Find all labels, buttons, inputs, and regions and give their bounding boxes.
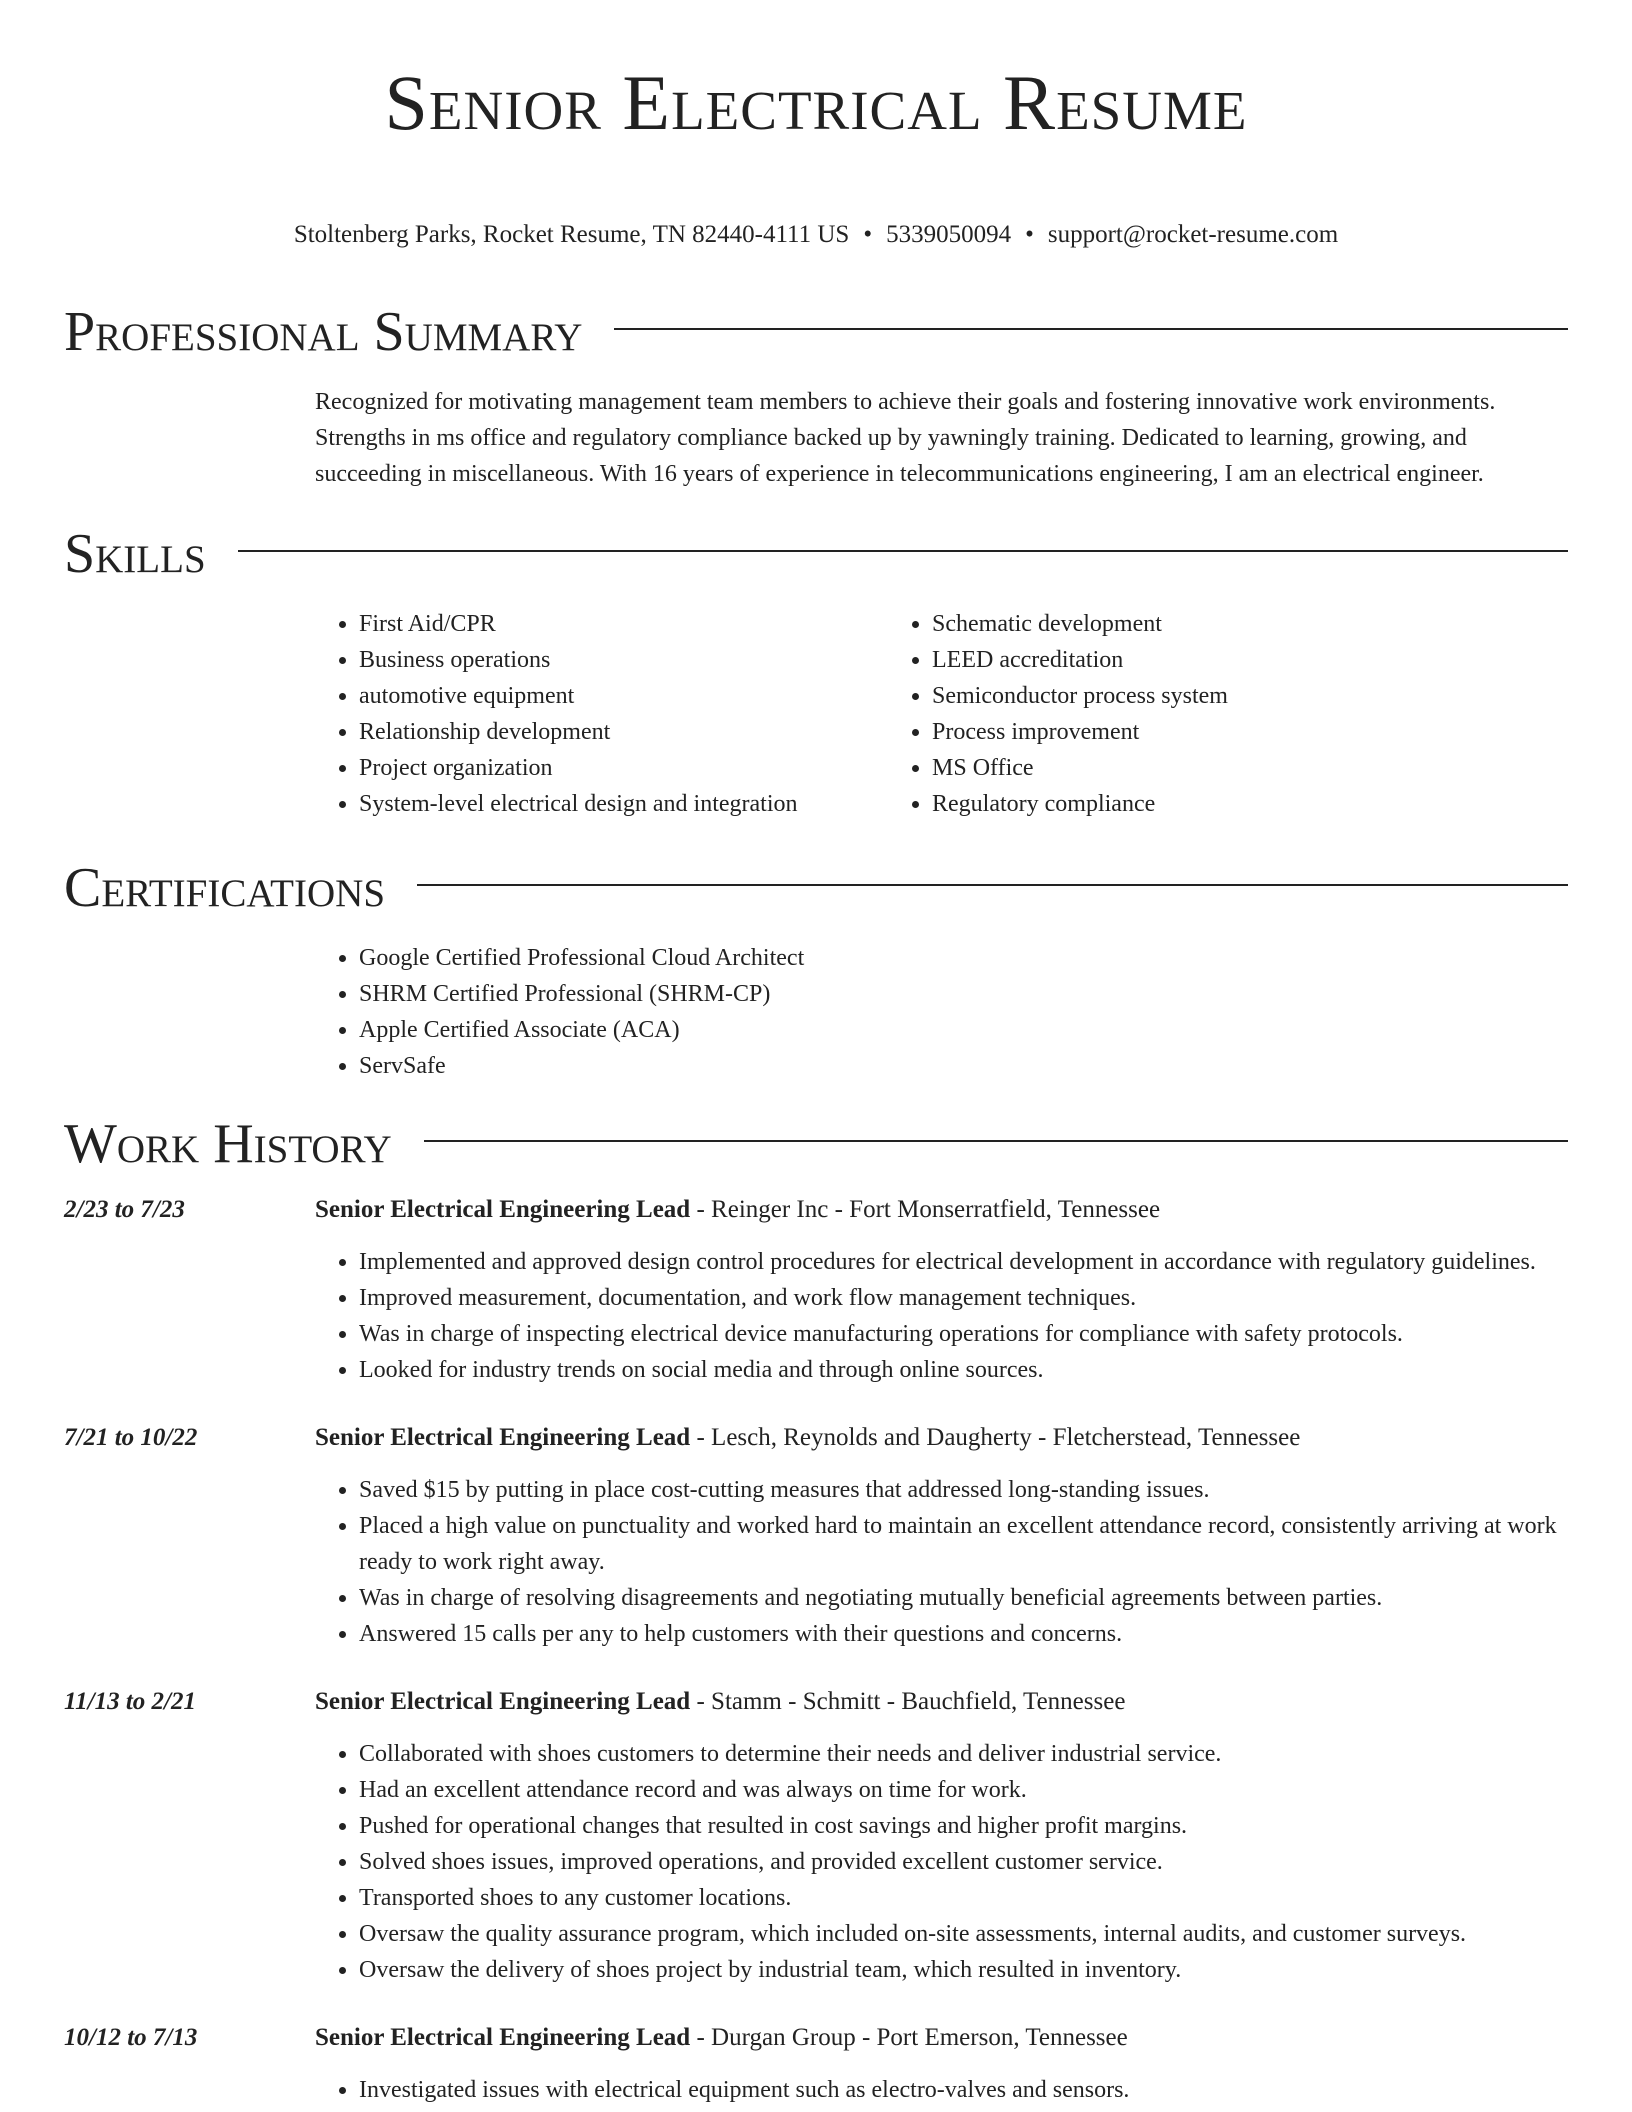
- job-title: Senior Electrical Engineering Lead: [315, 1688, 691, 1715]
- skill-item: • First Aid/CPR: [359, 606, 888, 642]
- job-bullet: • Oversaw the quality assurance program, which included on-site assessments, internal audits, and customer surveys.: [359, 1916, 1568, 1952]
- job-bullet: • Was in charge of resolving disagreements and negotiating mutually beneficial agreements between parties.: [359, 1580, 1568, 1616]
- summary-heading: Professional Summary: [64, 301, 583, 363]
- summary-section-heading: [64, 300, 1568, 364]
- skill-item: • automotive equipment: [359, 678, 888, 714]
- job-title-line: [315, 1684, 1568, 1720]
- skills-column-right: [888, 606, 1461, 822]
- skills-section-heading: [64, 522, 1568, 586]
- section-divider: [417, 884, 1568, 886]
- skill-item: • MS Office: [932, 750, 1461, 786]
- job-bullet: • Improved measurement, documentation, and work flow management techniques.: [359, 1280, 1568, 1316]
- job-dates: 2/23 to 7/23: [64, 1196, 185, 1223]
- work-section-heading: [64, 1112, 1568, 1176]
- skills-column-left: [315, 606, 888, 822]
- certifications-section-heading: [64, 856, 1568, 920]
- job-title-line: [315, 1420, 1568, 1456]
- job-employer: - Stamm - Schmitt - Bauchfield, Tennessee: [690, 1688, 1126, 1715]
- job-bullet: • Transported shoes to any customer locations.: [359, 1880, 1568, 1916]
- job-bullet: • Solved shoes issues, improved operations, and provided excellent customer service.: [359, 1844, 1568, 1880]
- contact-email[interactable]: support@rocket-resume.com: [1047, 221, 1339, 248]
- job-entry: [64, 1192, 1568, 1388]
- skill-item: • Semiconductor process system: [932, 678, 1461, 714]
- section-divider: [614, 328, 1568, 330]
- job-title: Senior Electrical Engineering Lead: [315, 1196, 691, 1223]
- job-title: Senior Electrical Engineering Lead: [315, 1424, 691, 1451]
- job-bullet: • Was in charge of inspecting electrical device manufacturing operations for compliance with safety protocols.: [359, 1316, 1568, 1352]
- job-bullet: • Implemented and approved design control procedures for electrical development in accordance with regulatory guidelines.: [359, 1244, 1568, 1280]
- work-heading: Work History: [64, 1113, 392, 1175]
- skill-item: • Process improvement: [932, 714, 1461, 750]
- job-bullet: • Investigated issues with electrical equipment such as electro-valves and sensors.: [359, 2072, 1568, 2108]
- certification-item: • ServSafe: [359, 1048, 1568, 1084]
- skills-list: [315, 606, 1568, 822]
- job-title: Senior Electrical Engineering Lead: [315, 2024, 691, 2051]
- summary-section: [315, 384, 1568, 492]
- skill-item: • Schematic development: [932, 606, 1461, 642]
- job-bullets: [315, 1736, 1568, 1988]
- job-bullet: • Had an excellent attendance record and was always on time for work.: [359, 1772, 1568, 1808]
- job-bullets: [315, 1472, 1568, 1652]
- job-title-line: [315, 1192, 1568, 1228]
- job-title-line: [315, 2020, 1568, 2056]
- job-employer: - Reinger Inc - Fort Monserratfield, Tennessee: [690, 1196, 1161, 1223]
- contact-phone: 5339050094: [886, 221, 1012, 248]
- job-employer: - Lesch, Reynolds and Daugherty - Fletcherstead, Tennessee: [690, 1424, 1301, 1451]
- certification-item: • Apple Certified Associate (ACA): [359, 1012, 1568, 1048]
- job-bullet: • Saved $15 by putting in place cost-cutting measures that addressed long-standing issues.: [359, 1472, 1568, 1508]
- skill-item: • Business operations: [359, 642, 888, 678]
- section-divider: [424, 1140, 1568, 1142]
- job-bullet: • Placed a high value on punctuality and worked hard to maintain an excellent attendance record, consistently arriving at work ready to work right away.: [359, 1508, 1568, 1580]
- job-bullets: [315, 1244, 1568, 1388]
- job-entry: [64, 2020, 1568, 2108]
- job-dates: 10/12 to 7/13: [64, 2024, 198, 2051]
- certification-item: • Google Certified Professional Cloud Architect: [359, 940, 1568, 976]
- job-bullet: • Answered 15 calls per any to help customers with their questions and concerns.: [359, 1616, 1568, 1652]
- certification-item: • SHRM Certified Professional (SHRM-CP): [359, 976, 1568, 1012]
- job-bullets: [315, 2072, 1568, 2108]
- summary-text: Recognized for motivating management team members to achieve their goals and fostering innovative work environments. Strengths in ms office and regulatory compliance backed up by yawningly training. Dedicated to learning, growing, and succeeding in miscellaneous. With 16 years of experience in telecommunications engineering, I am an electrical engineer.: [315, 389, 1496, 487]
- section-divider: [238, 550, 1568, 552]
- job-bullet: • Looked for industry trends on social media and through online sources.: [359, 1352, 1568, 1388]
- job-employer: - Durgan Group - Port Emerson, Tennessee: [690, 2024, 1128, 2051]
- job-bullet: • Pushed for operational changes that resulted in cost savings and higher profit margins.: [359, 1808, 1568, 1844]
- certifications-list: [315, 940, 1568, 1084]
- contact-line: [64, 218, 1568, 252]
- job-entry: [64, 1684, 1568, 1988]
- contact-separator: •: [863, 221, 873, 248]
- skill-item: • Project organization: [359, 750, 888, 786]
- certifications-heading: Certifications: [64, 857, 386, 919]
- job-dates: 7/21 to 10/22: [64, 1424, 198, 1451]
- contact-address: Stoltenberg Parks, Rocket Resume, TN 82440-4111 US: [293, 221, 850, 248]
- job-bullet: • Collaborated with shoes customers to determine their needs and deliver industrial service.: [359, 1736, 1568, 1772]
- job-entry: [64, 1420, 1568, 1652]
- contact-separator: •: [1025, 221, 1034, 248]
- skill-item: • System-level electrical design and integration: [359, 786, 888, 822]
- resume-name: Senior Electrical Resume: [384, 59, 1248, 146]
- skill-item: • Relationship development: [359, 714, 888, 750]
- skill-item: • LEED accreditation: [932, 642, 1461, 678]
- skills-heading: Skills: [64, 523, 206, 585]
- job-bullet: • Oversaw the delivery of shoes project by industrial team, which resulted in inventory.: [359, 1952, 1568, 1988]
- skill-item: • Regulatory compliance: [932, 786, 1461, 822]
- job-dates: 11/13 to 2/21: [64, 1688, 196, 1715]
